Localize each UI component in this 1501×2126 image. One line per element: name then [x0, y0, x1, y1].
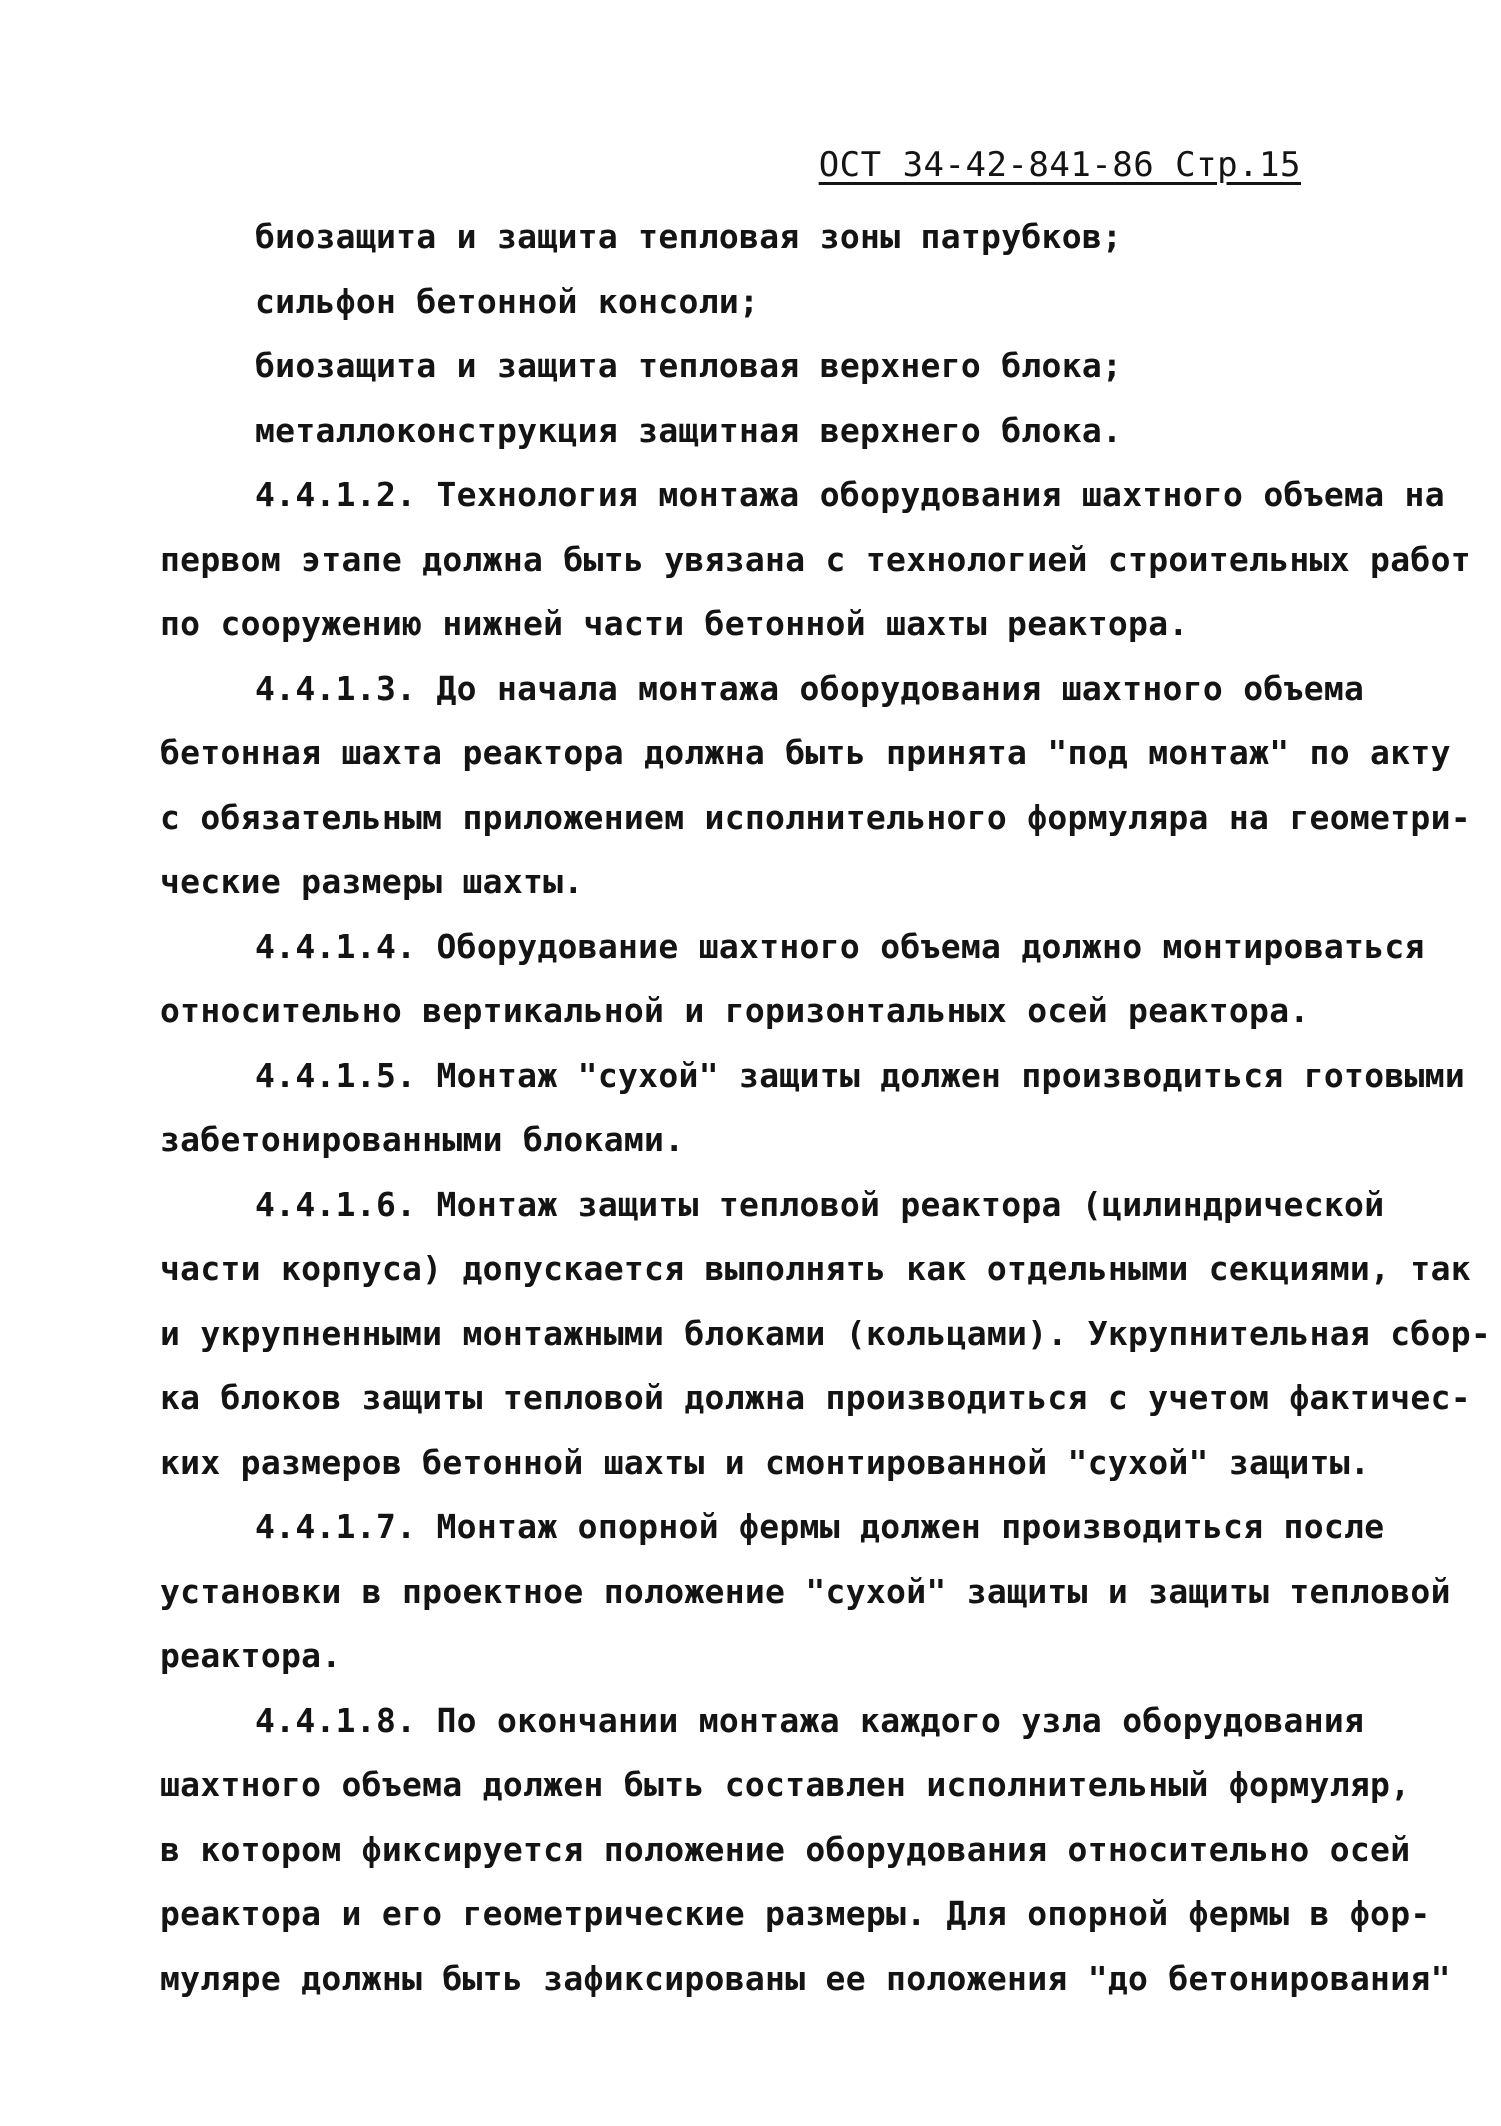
paragraph-start-4-4-1-4: 4.4.1.4. Оборудование шахтного объема должно монтироваться	[255, 926, 1425, 966]
text-line: в котором фиксируется положение оборудования относительно осей	[160, 1829, 1411, 1869]
text-line: металлоконструкция защитная верхнего блока.	[255, 410, 1123, 450]
text-line: биозащита и защита тепловая верхнего блока;	[255, 346, 1123, 385]
paragraph-start-4-4-1-2: 4.4.1.2. Технология монтажа оборудования шахтного объема на	[255, 475, 1445, 514]
text-line: бетонная шахта реактора должна быть принята "под монтаж" по акту	[160, 733, 1451, 772]
text-line: реактора и его геометрические размеры. Для опорной фермы в фор-	[160, 1894, 1431, 1933]
text-line: забетонированными блоками.	[160, 1120, 685, 1159]
text-line: с обязательным приложением исполнительного формуляра на геометри-	[160, 797, 1471, 837]
text-line: первом этапе должна быть увязана с технологией строительных работ	[160, 539, 1471, 579]
text-line: реактора.	[160, 1636, 342, 1675]
text-line: установки в проектное положение "сухой" защиты и защиты тепловой	[160, 1571, 1451, 1611]
page-header-doc-ref: ОСТ 34-42-841-86 Стр.15	[818, 145, 1301, 185]
text-line: и укрупненными монтажными блоками (кольцами). Укрупнительная сбор-	[160, 1313, 1492, 1353]
text-line: относительно вертикальной и горизонтальных осей реактора.	[160, 991, 1310, 1030]
text-line: муляре должны быть зафиксированы ее положения "до бетонирования"	[160, 1958, 1451, 1998]
text-line: ка блоков защиты тепловой должна производиться с учетом фактичес-	[160, 1378, 1471, 1417]
paragraph-start-4-4-1-8: 4.4.1.8. По окончании монтажа каждого узла оборудования	[255, 1700, 1365, 1740]
paragraph-start-4-4-1-5: 4.4.1.5. Монтаж "сухой" защиты должен производиться готовыми	[255, 1055, 1466, 1095]
text-line: ких размеров бетонной шахты и смонтированной "сухой" защиты.	[160, 1442, 1371, 1482]
paragraph-start-4-4-1-7: 4.4.1.7. Монтаж опорной фермы должен производиться после	[255, 1507, 1385, 1546]
text-line: по сооружению нижней части бетонной шахты реактора.	[160, 604, 1189, 643]
text-line: сильфон бетонной консоли;	[255, 281, 760, 321]
document-body	[160, 205, 1492, 2011]
paragraph-start-4-4-1-3: 4.4.1.3. До начала монтажа оборудования шахтного объема	[255, 668, 1365, 708]
paragraph-start-4-4-1-6: 4.4.1.6. Монтаж защиты тепловой реактора (цилиндрической	[255, 1184, 1385, 1224]
text-line: шахтного объема должен быть составлен исполнительный формуляр,	[160, 1765, 1411, 1804]
text-line: биозащита и защита тепловая зоны патрубков;	[255, 217, 1123, 256]
text-line: ческие размеры шахты.	[160, 862, 584, 901]
text-line: части корпуса) допускается выполнять как отдельными секциями, так	[160, 1249, 1471, 1288]
